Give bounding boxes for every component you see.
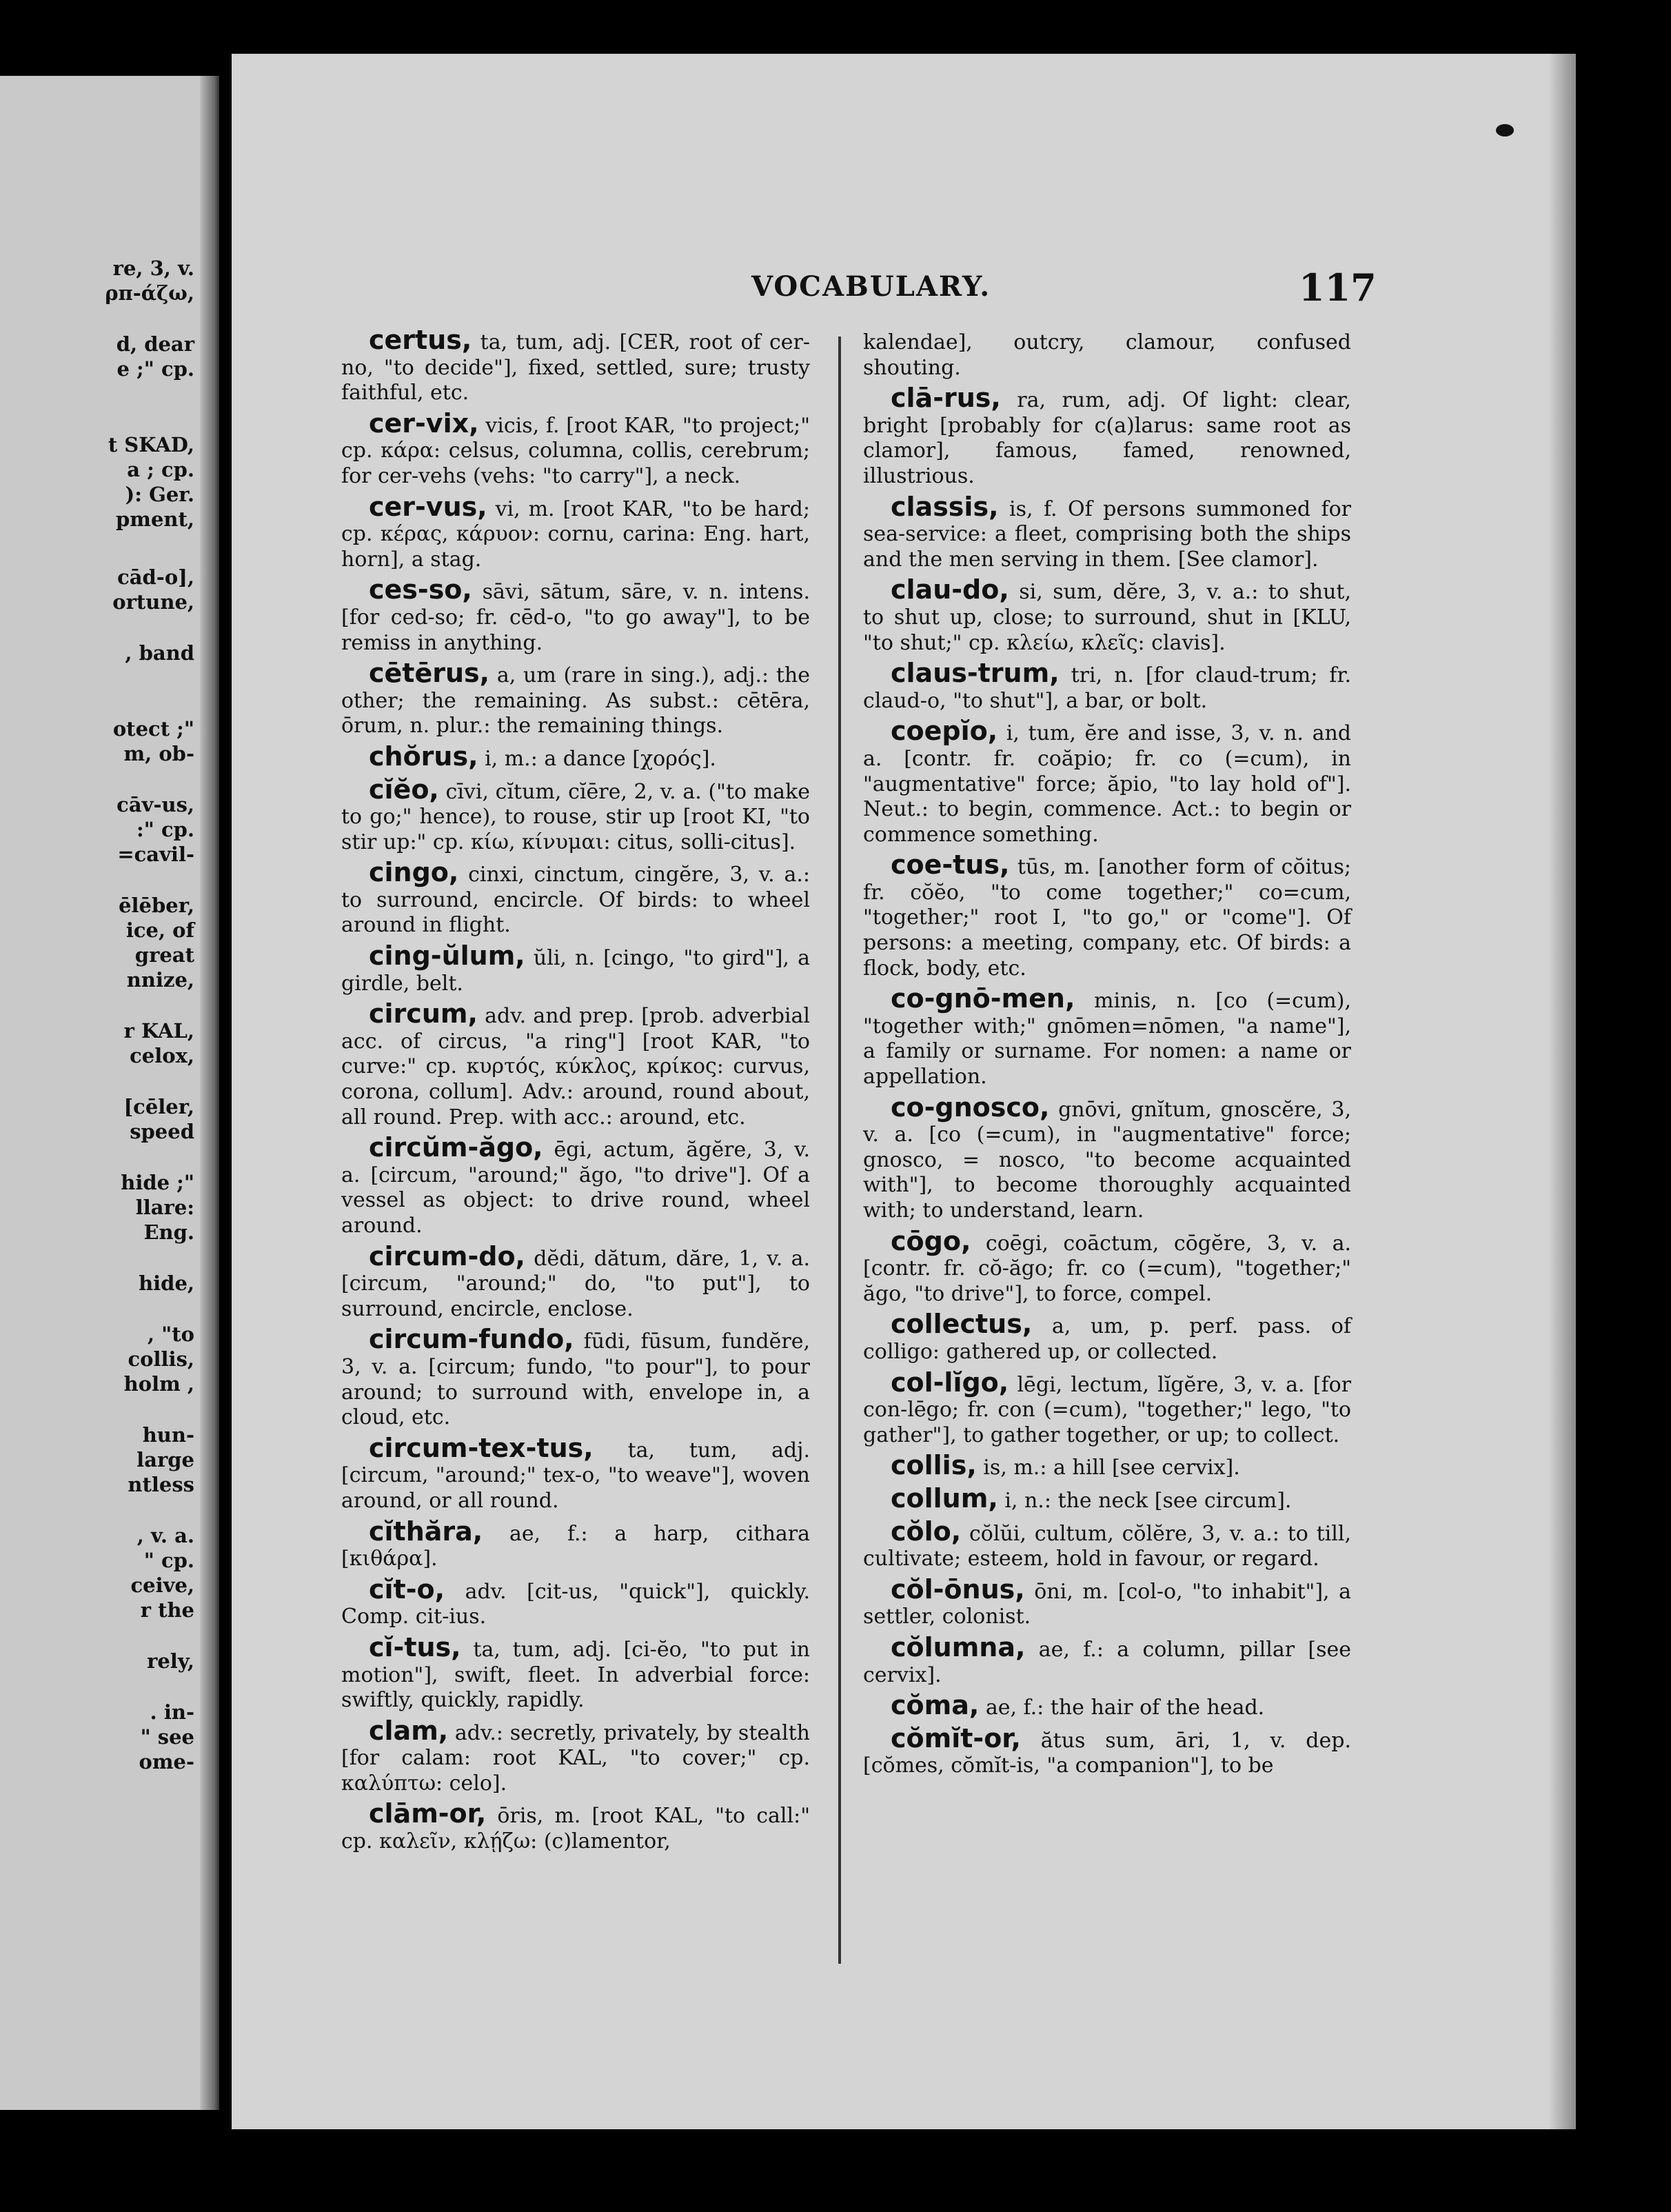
- previous-page-fragment: r KAL,: [123, 1019, 194, 1043]
- entry-text: a, um (rare in sing.), adj.: the other; the remaining. As subst.: cētēra, ōrum, n. plur.: the remaining things.: [341, 663, 810, 738]
- dictionary-entry: [863, 1311, 1351, 1365]
- entry-text: fūdi, fūsum, fundĕre, 3, v. a. [circum; fundo, "to pour"], to pour around; to surround with, envelope in, a cloud, etc.: [341, 1329, 810, 1430]
- headword: circum-fundo,: [369, 1324, 574, 1355]
- previous-page-fragment: ēlēber,: [119, 894, 194, 917]
- dictionary-entry: [341, 1432, 810, 1514]
- dictionary-entry: [863, 849, 1351, 981]
- dictionary-entry: [341, 1516, 810, 1572]
- dictionary-entry: [863, 1690, 1351, 1721]
- entry-text: i, n.: the neck [see circum].: [997, 1488, 1292, 1513]
- headword: co-gnō-men,: [891, 983, 1075, 1014]
- previous-page-fragment: hide,: [139, 1271, 194, 1295]
- previous-page-fragment: ρπ-άζω,: [105, 281, 194, 305]
- headword: cŏlumna,: [891, 1631, 1026, 1662]
- headword: cŏma,: [891, 1690, 980, 1721]
- headword: coe-tus,: [891, 849, 1010, 881]
- dictionary-entry: [341, 1798, 810, 1854]
- previous-page-fragment: rely,: [147, 1649, 194, 1673]
- entry-text: ae, f.: a column, pillar [see cervix].: [863, 1637, 1351, 1687]
- previous-page-fragment: r the: [140, 1598, 194, 1622]
- headword: clām-or,: [369, 1798, 487, 1829]
- dictionary-entry: [863, 658, 1351, 714]
- entry-text: ŭli, n. [cingo, "to gird"], a girdle, belt.: [341, 946, 810, 996]
- previous-page-edge: [0, 76, 219, 2110]
- previous-page-fragment: ceive,: [130, 1573, 194, 1597]
- dictionary-entry: [863, 718, 1351, 847]
- entry-text: gnōvi, gnĭtum, gnoscĕre, 3, v. a. [co (=cum), in "augmentative" force; gnosco, = nosco, "to become acquainted with"], to become thoroughly acquainted with; to understand, learn.: [863, 1097, 1351, 1223]
- headword: cŏl-ōnus,: [891, 1573, 1025, 1605]
- dictionary-entry: [863, 1225, 1351, 1307]
- dictionary-entry: [863, 574, 1351, 656]
- previous-page-fragment: , "to: [147, 1323, 194, 1346]
- entry-text: adv. and prep. [prob. adverbial acc. of circus, "a ring"] [root KAR, "to curve:" cp. κυρτός, κύκλος, κρίκος: curvus, corona, collum]. Adv.: around, round about, all round. Prep. with acc.: around, etc.: [341, 1004, 810, 1129]
- dictionary-entry: [341, 998, 810, 1130]
- previous-page-fragment: ): Ger.: [125, 483, 194, 506]
- entry-text: i, m.: a dance [χορός].: [478, 746, 716, 771]
- entry-text: ōni, m. [col-o, "to inhabit"], a settler, colonist.: [863, 1579, 1351, 1629]
- headword: claus-trum,: [891, 658, 1060, 689]
- previous-page-fragment: m, ob-: [123, 742, 194, 765]
- dictionary-entry: [863, 1482, 1351, 1514]
- entry-text: kalendae], outcry, clamour, confused shouting.: [863, 330, 1351, 380]
- previous-page-fragment: " see: [140, 1725, 194, 1749]
- dictionary-entry: [341, 774, 810, 856]
- previous-page-fragment: llare:: [135, 1196, 194, 1219]
- entry-text: ōris, m. [root KAL, "to call:" cp. καλεῖν, κλῄζω: (c)lamentor,: [341, 1804, 810, 1854]
- previous-page-fragment: ice, of: [125, 918, 194, 942]
- previous-page-fragment: collis,: [128, 1347, 194, 1371]
- dictionary-entry: [341, 574, 810, 656]
- page-number: 117: [1299, 265, 1377, 310]
- entry-text: a, um, p. perf. pass. of colligo: gathered up, or collected.: [863, 1314, 1351, 1364]
- headword: clam,: [369, 1715, 449, 1746]
- previous-page-fragment: re, 3, v.: [112, 257, 194, 280]
- dictionary-entry: [863, 1092, 1351, 1224]
- entry-text: is, m.: a hill [see cervix].: [976, 1456, 1240, 1480]
- headword: cer-vus,: [369, 491, 487, 522]
- entry-text: ta, tum, adj. [CER, root of cer-no, "to decide"], fixed, settled, sure; trusty faithful, etc.: [341, 330, 810, 405]
- column-rule: [838, 336, 841, 1964]
- entry-text: minis, n. [co (=cum), "together with;" gnōmen=nōmen, "a name"], a family or surname. For nomen: a name or appellation.: [863, 989, 1351, 1089]
- entry-text: dĕdi, dătum, dăre, 1, v. a. [circum, "around;" do, "to put"], to surround, encircle, enclose.: [341, 1246, 810, 1321]
- previous-page-fragment: =cavil-: [117, 843, 194, 866]
- headword: chŏrus,: [369, 741, 478, 772]
- previous-page-fragment: , band: [125, 641, 194, 665]
- entry-text: ta, tum, adj. [circum, "around;" tex-o, "to weave"], woven around, or all round.: [341, 1438, 810, 1513]
- previous-page-fragment: holm ,: [123, 1372, 194, 1396]
- dictionary-entry: [341, 741, 810, 772]
- headword: co-gnosco,: [891, 1092, 1050, 1123]
- previous-page-fragment: cād-o],: [117, 565, 194, 589]
- previous-page-fragment: otect ;": [112, 717, 194, 741]
- headword: cŏlo,: [891, 1516, 962, 1547]
- entry-text: cŏlŭi, cultum, cŏlĕre, 3, v. a.: to till, cultivate; esteem, hold in favour, or regard.: [863, 1521, 1351, 1571]
- headword: cŏmĭt-or,: [891, 1722, 1021, 1753]
- headword: circŭm-ăgo,: [369, 1132, 543, 1163]
- entry-text: ēgi, actum, ăgĕre, 3, v. a. [circum, "around;" ăgo, "to drive"]. Of a vessel as object: to drive round, wheel around.: [341, 1138, 810, 1238]
- headword: collectus,: [891, 1309, 1033, 1340]
- headword: col-lĭgo,: [891, 1367, 1009, 1398]
- dictionary-entry: [863, 983, 1351, 1089]
- entry-text: adv.: secretly, privately, by stealth [for calam: root KAL, "to cover;" cp. καλύπτω: celo].: [341, 1720, 810, 1796]
- dictionary-entry: [341, 658, 810, 739]
- dictionary-entry: [341, 1324, 810, 1430]
- book-gutter: [200, 76, 219, 2110]
- dictionary-entry: [863, 328, 1351, 381]
- previous-page-fragment: Eng.: [143, 1220, 194, 1244]
- previous-page-fragment: e ;" cp.: [117, 357, 194, 381]
- previous-page-fragment: " cp.: [143, 1549, 194, 1572]
- headword: cōgo,: [891, 1225, 971, 1256]
- previous-page-fragment: :" cp.: [136, 818, 194, 841]
- entry-text: sāvi, sātum, sāre, v. n. intens. [for ced-so; fr. cēd-o, "to go away"], to be remiss in anything.: [341, 580, 810, 655]
- entry-text: cinxi, cinctum, cingĕre, 3, v. a.: to surround, encircle. Of birds: to wheel around in flight.: [341, 863, 810, 938]
- previous-page-fragment: ortune,: [112, 590, 194, 614]
- previous-page-fragment: hide ;": [121, 1171, 194, 1194]
- headword: cētērus,: [369, 658, 490, 689]
- previous-page-fragment: ntless: [128, 1473, 194, 1496]
- headword: ces-so,: [369, 574, 472, 605]
- entry-text: tri, n. [for claud-trum; fr. claud-o, "to shut"], a bar, or bolt.: [863, 663, 1351, 713]
- dictionary-entry: [341, 943, 810, 996]
- entry-text: is, f. Of persons summoned for sea-service: a fleet, comprising both the ships and the men serving in them. [See clamor].: [863, 496, 1351, 572]
- dictionary-entry: [863, 1450, 1351, 1481]
- entry-text: ra, rum, adj. Of light: clear, bright [probably for c(a)larus: same root as clamor], famous, famed, renowned, illustrious.: [863, 388, 1351, 488]
- previous-page-fragment: cāv-us,: [117, 793, 194, 816]
- dictionary-entry: [863, 1367, 1351, 1449]
- previous-page-fragment: . in-: [150, 1700, 194, 1724]
- dictionary-entry: [863, 491, 1351, 573]
- previous-page-fragment: hun-: [142, 1423, 194, 1447]
- headword: certus,: [369, 325, 472, 355]
- dictionary-entry: [341, 1573, 810, 1630]
- previous-page-fragment: t SKAD,: [108, 433, 194, 456]
- dictionary-entry: [341, 1631, 810, 1713]
- headword: cer-vix,: [369, 408, 479, 439]
- headword: cĭ-tus,: [369, 1631, 461, 1662]
- headword: cĭthăra,: [369, 1516, 483, 1547]
- entry-text: cīvi, cĭtum, cĭēre, 2, v. a. ("to make to go;" hence), to rouse, stir up [root KI, "to stir up:" cp. κίω, κίνυμαι: citus, solli-citus].: [341, 779, 810, 854]
- right-column: [863, 328, 1351, 1784]
- headword: circum-tex-tus,: [369, 1432, 594, 1463]
- dictionary-entry: [341, 325, 810, 406]
- running-head: VOCABULARY.: [751, 270, 991, 303]
- previous-page-fragment: great: [134, 943, 194, 967]
- previous-page-fragment: speed: [130, 1120, 194, 1143]
- entry-text: ta, tum, adj. [ci-ĕo, "to put in motion"], swift, fleet. In adverbial force: swiftly, quickly, rapidly.: [341, 1637, 810, 1713]
- previous-page-fragment: , v. a.: [136, 1524, 194, 1547]
- ink-spot: [1496, 124, 1514, 137]
- dictionary-entry: [341, 1132, 810, 1238]
- dictionary-entry: [863, 385, 1351, 489]
- entry-text: tūs, m. [another form of cŏitus; fr. cŏĕo, "to come together;" co=cum, "together;" root I, "to go," or "come"]. Of persons: a meeting, company, etc. Of birds: a flock, body, etc.: [863, 855, 1351, 981]
- previous-page-fragment: ome-: [139, 1750, 194, 1773]
- headword: circum-do,: [369, 1240, 525, 1271]
- entry-text: si, sum, dĕre, 3, v. a.: to shut, to shut up, close; to surround, shut in [KLU, "to shut;" cp. κλείω, κλεῖς: clavis].: [863, 580, 1351, 655]
- headword: coepĭo,: [891, 716, 998, 747]
- headword: cĭĕo,: [369, 774, 439, 805]
- previous-page-fragment: nnize,: [126, 968, 194, 992]
- entry-text: ae, f.: the hair of the head.: [979, 1696, 1265, 1720]
- dictionary-entry: [863, 1631, 1351, 1688]
- headword: circum,: [369, 998, 478, 1029]
- entry-text: lēgi, lectum, lĭgĕre, 3, v. a. [for con-lēgo; fr. con (=cum), "together;" lego, "to gather"], to gather together, or up; to collect.: [863, 1372, 1351, 1447]
- previous-page-fragment: celox,: [130, 1044, 194, 1067]
- dictionary-entry: [863, 1516, 1351, 1572]
- entry-text: coēgi, coāctum, cōgĕre, 3, v. a. [contr. fr. cŏ-ăgo; fr. co (=cum), "together;" ăgo, "to drive"], to force, compel.: [863, 1231, 1351, 1306]
- entry-text: vi, m. [root KAR, "to be hard; cp. κέρας, κάρυον: cornu, carina: Eng. hart, horn], a stag.: [341, 496, 810, 572]
- dictionary-entry: [341, 1715, 810, 1797]
- headword: cĭt-o,: [369, 1573, 445, 1605]
- headword: clau-do,: [891, 574, 1009, 605]
- headword: classis,: [891, 491, 999, 522]
- entry-text: ae, f.: a harp, cithara [κιθάρα].: [341, 1521, 810, 1571]
- entry-text: i, tum, ĕre and isse, 3, v. n. and a. [contr. fr. coăpio; fr. co (=cum), in "augmentative" force; ăpio, "to lay hold of"]. Neut.: to begin, commence. Act.: to begin or commence something.: [863, 721, 1351, 847]
- previous-page-fragment: large: [136, 1448, 194, 1471]
- headword: clā-rus,: [891, 383, 1001, 414]
- left-column: [341, 325, 810, 1860]
- dictionary-entry: [341, 857, 810, 938]
- previous-page-fragment: d, dear: [116, 332, 194, 356]
- headword: collum,: [891, 1482, 998, 1514]
- headword: collis,: [891, 1450, 977, 1481]
- previous-page-fragment: pment,: [116, 507, 194, 531]
- entry-text: ătus sum, āri, 1, v. dep. [cŏmes, cŏmĭt-is, "a companion"], to be: [863, 1728, 1351, 1778]
- dictionary-entry: [341, 408, 810, 490]
- dictionary-entry: [863, 1722, 1351, 1779]
- entry-text: vicis, f. [root KAR, "to project;" cp. κάρα: celsus, columna, collis, cerebrum; for cer-vehs (vehs: "to carry"], a neck.: [341, 413, 810, 488]
- headword: cingo,: [369, 857, 459, 888]
- dictionary-entry: [341, 1240, 810, 1323]
- dictionary-entry: [341, 491, 810, 573]
- previous-page-fragment: [cēler,: [123, 1095, 194, 1118]
- previous-page-fragment: a ; cp.: [127, 458, 194, 481]
- entry-text: adv. [cit-us, "quick"], quickly. Comp. cit-ius.: [341, 1579, 810, 1629]
- headword: cing-ŭlum,: [369, 941, 525, 972]
- dictionary-entry: [863, 1573, 1351, 1630]
